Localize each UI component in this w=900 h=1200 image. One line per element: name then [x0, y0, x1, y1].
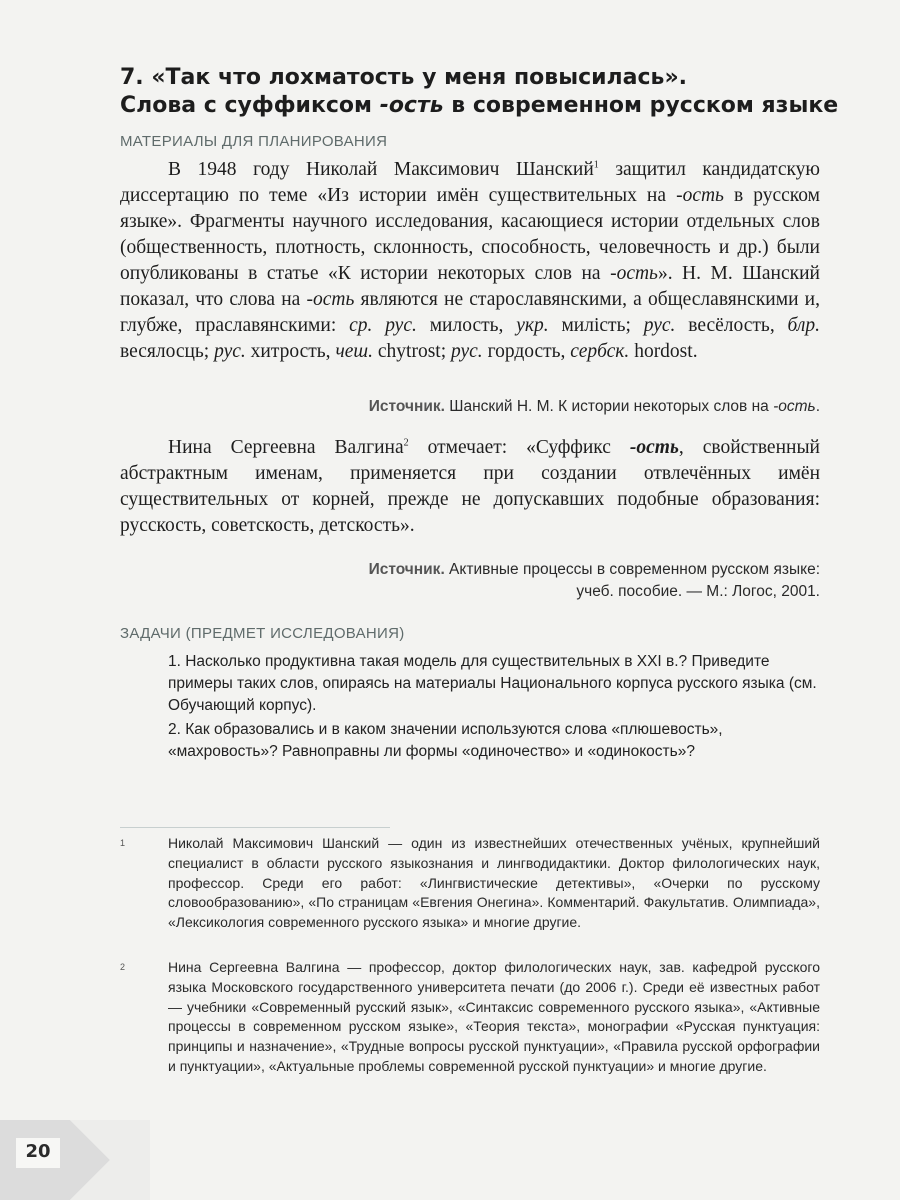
footnote-number-1: 1: [120, 838, 126, 848]
text: гордость,: [482, 341, 571, 362]
text: весёлость,: [675, 315, 788, 336]
source-text: Активные процессы в современном русском языке:: [444, 561, 820, 578]
text: ». Н. М. Шанский показал, что слова на: [120, 263, 820, 310]
heading-text: Слова с суффиксом: [120, 93, 380, 118]
italic-text: сербск.: [570, 341, 630, 362]
source-line: [200, 559, 820, 581]
source-suffix: -ость: [773, 398, 816, 415]
source-text: Шанский Н. М. К истории некоторых слов на: [444, 398, 774, 415]
tasks-label: ЗАДАЧИ (ПРЕДМЕТ ИССЛЕДОВАНИЯ): [120, 625, 405, 642]
text: милість;: [548, 315, 644, 336]
paragraph-valgina: [120, 435, 820, 539]
bold-italic-text: -ость: [629, 437, 679, 458]
text: Нина Сергеевна Валгина: [168, 437, 404, 458]
italic-text: рус.: [451, 341, 483, 362]
italic-text: -ость: [676, 185, 724, 206]
text: в русском языке». Фрагменты научного исследования, касающиеся истории отдельных слов (общественность, плотность, склонность, способность, человечность и др.) были опубликованы в статье «К истории некоторых слов на: [120, 185, 820, 284]
italic-text: рус.: [643, 315, 676, 336]
text: защитил кандидатскую диссертацию по теме «Из истории имён существительных на: [120, 159, 820, 206]
text: хитрость,: [245, 341, 336, 362]
footnote-ref: 2: [403, 437, 409, 449]
footnote-2: Нина Сергеевна Валгина — профессор, доктор филологических наук, зав. кафедрой русского языка Московского государственного университета печати (до 2006 г.). Среди её известных работ — учебники «Современный русский язык», «Синтаксис современного русского языка», «Активные процессы в современном русском языке», «Теория текста», монографии «Русская пунктуация: принципы и назначение», «Трудные вопросы русской пунктуации», «Правила русской орфографии и пунктуации», «Актуальные проблемы современной русской пунктуации» и многие другие.: [168, 959, 820, 1074]
italic-text: укр.: [516, 315, 549, 336]
source-key: Источник.: [368, 561, 445, 578]
footnote-number-2: 2: [120, 962, 126, 972]
italic-text: ср. рус.: [349, 315, 417, 336]
text: , свойственный абстрактным именам, применяется при создании отвлечённых имён существительных от корней, прежде не допускавших подобные образования: русскость, советскость, детскость».: [120, 437, 820, 536]
italic-text: -ость: [610, 263, 658, 284]
italic-text: блр.: [787, 315, 820, 336]
text: милость,: [416, 315, 517, 336]
text: chytrost;: [373, 341, 451, 362]
source-text: учеб. пособие. — М.: Логос, 2001.: [576, 583, 820, 600]
text: отмечает: «Суффикс: [408, 437, 630, 458]
section-heading: [120, 64, 860, 120]
source-citation-2: [200, 559, 820, 603]
text: hordost.: [629, 341, 698, 362]
italic-text: рус.: [214, 341, 246, 362]
text: являются не старославянскими, а общеславянскими и, глубже, праславянскими:: [120, 289, 820, 336]
task-item-1: 1. Насколько продуктивна такая модель для существительных в XXI в.? Приведите примеры таких слов, опираясь на материалы Национального корпуса русского языка (см. Обучающий корпус).: [168, 653, 817, 714]
heading-suffix: -ость: [379, 93, 444, 118]
task-item-2: 2. Как образовались и в каком значении используются слова «плюшевость», «махровость»? Равноправны ли формы «одиночество» и «одинокость»?: [168, 721, 723, 760]
page-number: 20: [25, 1141, 51, 1162]
materials-label: МАТЕРИАЛЫ ДЛЯ ПЛАНИРОВАНИЯ: [120, 133, 388, 150]
text: весялосць;: [120, 341, 215, 362]
heading-line-1: 7. «Так что лохматость у меня повысилась».: [120, 65, 688, 90]
source-citation-1: [200, 396, 820, 418]
paragraph-shansky: [120, 157, 820, 365]
text: В 1948 году Николай Максимович Шанский: [168, 159, 594, 180]
italic-text: чеш.: [335, 341, 373, 362]
italic-text: -ость: [306, 289, 355, 310]
footnote-1: Николай Максимович Шанский — один из известнейших отечественных учёных, крупнейший специалист в области русского языкознания и лингводидактики. Доктор филологических наук, профессор. Среди его работ: «Лингвистические детективы», «Очерки по русскому словообразованию», «По страницам «Евгения Онегина». Комментарий. Факультатив. Олимпиада», «Лексикология современного русского языка» и многие другие.: [168, 835, 820, 931]
heading-text: в современном русском языке: [443, 93, 839, 118]
footnote-ref: 1: [593, 159, 599, 171]
footnote-divider: [120, 827, 390, 828]
source-key: Источник.: [368, 398, 445, 415]
source-text: .: [815, 398, 820, 415]
heading-line-2: [120, 92, 860, 120]
